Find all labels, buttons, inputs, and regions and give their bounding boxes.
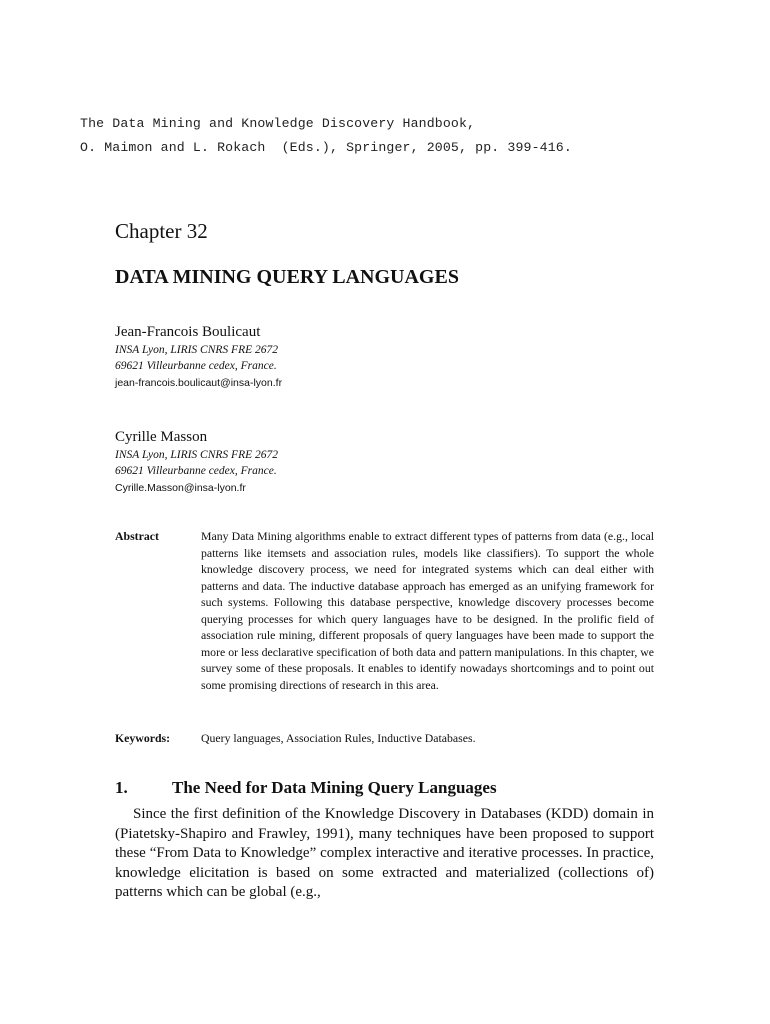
author-affiliation: INSA Lyon, LIRIS CNRS FRE 2672 — [115, 344, 278, 356]
section-number: 1. — [115, 778, 128, 797]
author-block-1 — [115, 322, 282, 392]
abstract-label: Abstract — [115, 529, 159, 543]
citation-line-1: The Data Mining and Knowledge Discovery Handbook, — [80, 116, 476, 131]
chapter-number: Chapter 32 — [115, 219, 208, 243]
author-affiliation: INSA Lyon, LIRIS CNRS FRE 2672 — [115, 449, 278, 461]
abstract-text: Many Data Mining algorithms enable to extract different types of patterns from data (e.g., local patterns like itemsets and association rules, models like classifiers). To support the whole knowledge discovery process, we need for integrated systems which can deal either with patterns and data. The inductive database approach has emerged as an unifying framework for such systems. Following this database perspective, knowledge discovery processes become querying processes for which query languages have to be designed. In the prolific field of association rule mining, different proposals of query languages have been made to support the more or less declarative specification of both data and pattern manipulations. In this chapter, we survey some of these proposals. It enables to identify nowadays shortcomings and to point out some promising directions of research in this area. — [201, 529, 654, 692]
section-heading — [115, 777, 497, 799]
author-name: Jean-Francois Boulicaut — [115, 324, 261, 340]
section-title: The Need for Data Mining Query Languages — [172, 778, 497, 797]
keywords-text: Query languages, Association Rules, Inductive Databases. — [201, 731, 476, 745]
body-paragraph: Since the first definition of the Knowledge Discovery in Databases (KDD) domain in (Piatetsky-Shapiro and Frawley, 1991), many techniques have been proposed to support these “From Data to Knowledge” complex interactive and iterative processes. In practice, knowledge elicitation is based on some extracted and materialized (collections of) patterns which can be global (e.g., — [115, 806, 654, 901]
author-email[interactable]: Cyrille.Masson@insa-lyon.fr — [115, 482, 246, 494]
author-address: 69621 Villeurbanne cedex, France. — [115, 465, 277, 477]
keywords-label: Keywords: — [115, 731, 171, 745]
citation-line-2: O. Maimon and L. Rokach (Eds.), Springer, 2005, pp. 399-416. — [80, 140, 572, 155]
chapter-title: DATA MINING QUERY LANGUAGES — [115, 266, 459, 288]
author-name: Cyrille Masson — [115, 429, 208, 445]
citation-header — [80, 112, 572, 160]
author-block-2 — [115, 427, 278, 497]
author-email[interactable]: jean-francois.boulicaut@insa-lyon.fr — [115, 377, 283, 389]
author-address: 69621 Villeurbanne cedex, France. — [115, 360, 277, 372]
